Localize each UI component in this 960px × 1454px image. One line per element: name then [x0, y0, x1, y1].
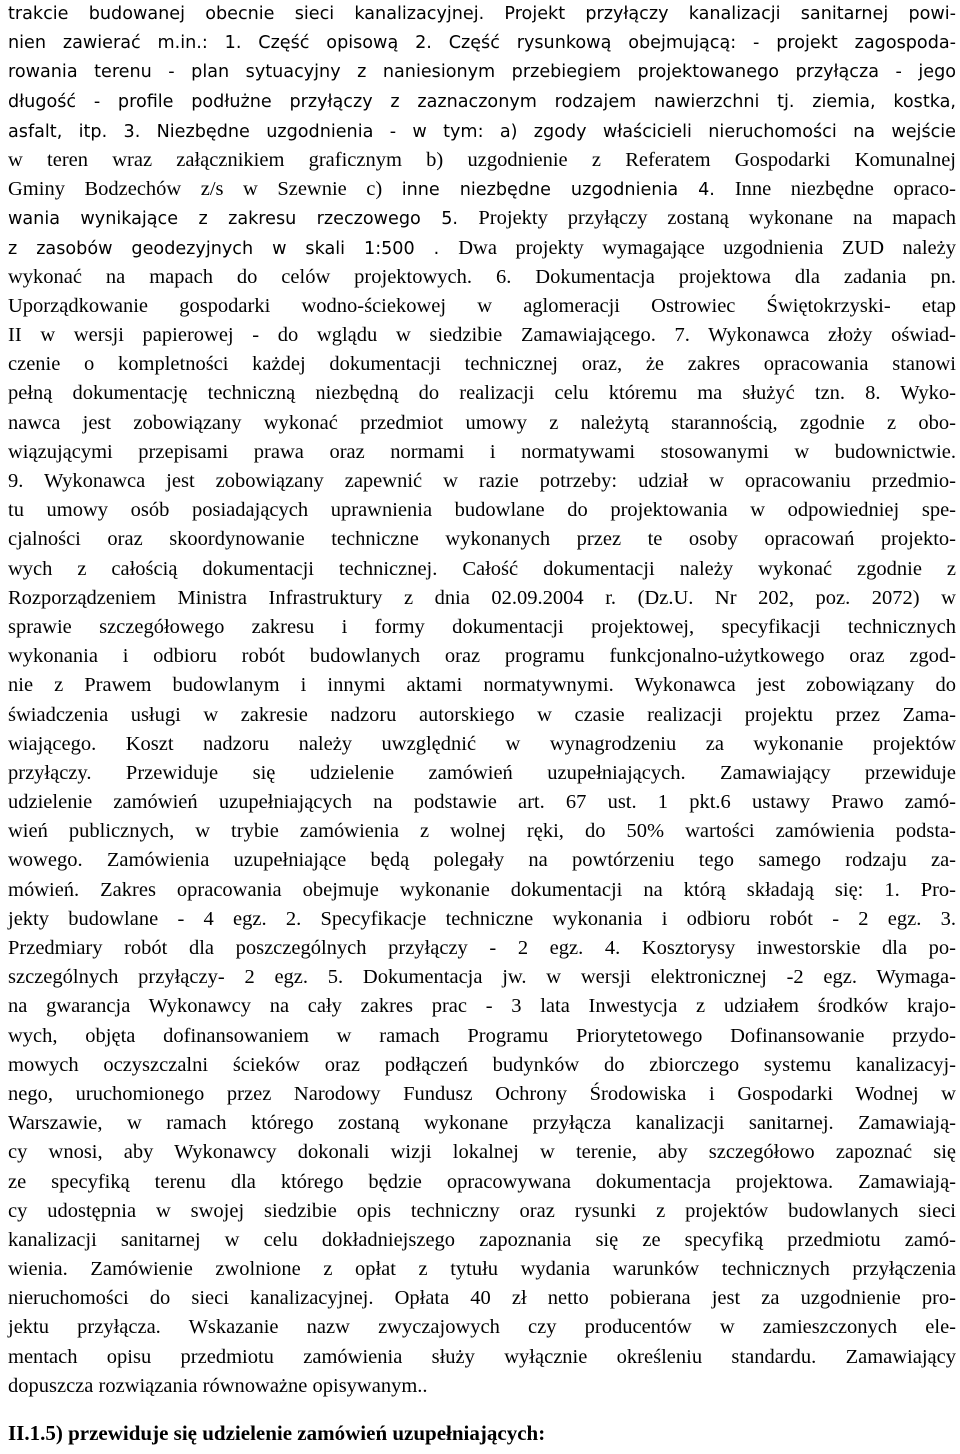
body-text-line: 9. Wykonawca jest zobowiązany zapewnić w razie potrzeby: udział w opracowaniu przedmio- [8, 470, 956, 492]
body-text-line: nego, uruchomionego przez Narodowy Fundusz Ochrony Środowiska i Gospodarki Wodnej w [8, 1082, 956, 1105]
body-text-line: mowych oczyszczalni ścieków oraz podłączeń budynków do zbiorczego systemu kanalizacyj- [8, 1053, 956, 1076]
body-text-line [8, 234, 956, 263]
body-text-line: sprawie szczegółowego zakresu i formy dokumentacji projektowej, specyfikacji technicznych [8, 615, 956, 638]
body-text-line: tu umowy osób posiadających uprawnienia budowlane do projektowania w odpowiedniej spe- [8, 499, 956, 522]
body-text-line: szczególnych przyłączy- 2 egz. 5. Dokumentacja jw. w wersji elektronicznej -2 egz. Wymaga- [8, 966, 956, 989]
body-text-line: jekty budowlane - 4 egz. 2. Specyfikacje techniczne wykonania i odbioru robót - 2 egz. 3. [8, 907, 956, 930]
body-text-line: wień publicznych, w trybie zamówienia z wolnej ręki, do 50% wartości zamówienia podsta- [8, 820, 956, 843]
body-text-line: na gwarancja Wykonawcy na cały zakres prac - 3 lata Inwestycja z udziałem środków krajo- [8, 995, 956, 1018]
body-text-line: mówień. Zakres opracowania obejmuje wykonanie dokumentacji na którą składają się: 1. Pro- [8, 878, 956, 901]
body-text-line: Przedmiary robót dla poszczególnych przyłączy - 2 egz. 4. Kosztorysy inwestorskie dla po- [8, 937, 956, 959]
text-run: Gminy Bodzechów z/s w Szewnie c) [8, 178, 402, 201]
body-text-line: ze specyfiką terenu dla którego będzie opracowywana dokumentacja projektowa. Zamawiają- [8, 1170, 956, 1193]
body-text-line: świadczenia usługi w zakresie nadzoru autorskiego w czasie realizacji projektu przez Zama- [8, 703, 956, 726]
body-text-line: rowania terenu - plan sytuacyjny z naniesionym przebiegiem projektowanego przyłącza - jego [8, 62, 956, 83]
body-text-line: wowego. Zamówienia uzupełniające będą polegały na powtórzeniu tego samego rodzaju za- [8, 849, 956, 872]
body-text-line: kanalizacji sanitarnej w celu dokładniejszego zapoznania się ze specyfiką przedmiotu zamó- [8, 1228, 956, 1251]
document-page [8, 0, 956, 1401]
body-text-line: jektu przyłącza. Wskazanie nazw zwyczajowych czy producentów w zamieszczonych ele- [8, 1316, 956, 1339]
body-text-line: pełną dokumentację techniczną niezbędną do realizacji celu któremu ma służyć tzn. 8. Wyko- [8, 382, 956, 405]
text-run: Projekty przyłączy zostaną wykonane na mapach [478, 207, 956, 230]
body-text-line: przyłączy. Przewiduje się udzielenie zamówień uzupełniających. Zamawiający przewiduje [8, 761, 956, 784]
body-text-line: wych z całością dokumentacji technicznej. Całość dokumentacji należy wykonać zgodnie z [8, 557, 956, 580]
body-text-line: nawca jest zobowiązany wykonać przedmiot umowy z należytą starannością, zgodnie z obo- [8, 411, 956, 434]
text-run: asfalt, itp. 3. Niezbędne uzgodnienia - w tym: a) zgody właścicieli nieruchomości na wejście [8, 121, 956, 142]
text-run: z zasobów geodezyjnych w skali 1:500 . [8, 238, 459, 259]
body-text-line: mentach opisu przedmiotu zamówienia służy wyłącznie określeniu standardu. Zamawiający [8, 1345, 956, 1368]
body-text-line: cy udostępnia w swojej siedzibie opis techniczny oraz rysunki z projektów budowlanych sieci [8, 1199, 956, 1222]
text-run: Dwa projekty wymagające uzgodnienia ZUD należy [458, 236, 957, 259]
body-text-line: Uporządkowanie gospodarki wodno-ściekowej w aglomeracji Ostrowiec Świętokrzyski- etap [8, 294, 956, 317]
body-text-line: czenie o kompletności każdej dokumentacji technicznej oraz, że zakres opracowania stanowi [8, 353, 956, 376]
body-text-line: cy wnosi, aby Wykonawcy dokonali wizji lokalnej w terenie, aby szczegółowo zapoznać się [8, 1141, 956, 1164]
section-heading: II.1.5) przewiduje się udzielenie zamówień uzupełniających: [8, 1421, 546, 1445]
body-text-line: trakcie budowanej obecnie sieci kanalizacyjnej. Projekt przyłączy kanalizacji sanitarnej powi- [8, 4, 956, 24]
body-text-line: długość - profile podłużne przyłączy z zaznaczonym rodzajem nawierzchni tj. ziemia, kostka, [8, 91, 956, 112]
body-text-line [8, 175, 956, 204]
body-text-line: wych, objęta dofinansowaniem w ramach Programu Priorytetowego Dofinansowanie przydo- [8, 1024, 956, 1047]
body-text-line: dopuszcza rozwiązania równoważne opisywanym.. [8, 1374, 428, 1397]
body-text-line: Warszawie, w ramach którego zostaną wykonane przyłącza kanalizacji sanitarnej. Zamawiają- [8, 1112, 956, 1135]
body-text-line: Rozporządzeniem Ministra Infrastruktury z dnia 02.09.2004 r. (Dz.U. Nr 202, poz. 2072) w [8, 586, 956, 609]
body-text-line: cjalności oraz skoordynowanie techniczne wykonanych przez te osoby opracowań projekto- [8, 528, 956, 551]
body-text-line [8, 204, 956, 233]
body-text-line: nie z Prawem budowlanym i innymi aktami normatywnymi. Wykonawca jest zobowiązany do [8, 674, 956, 697]
body-text-line: wykonać na mapach do celów projektowych. 6. Dokumentacja projektowa dla zadania pn. [8, 265, 956, 288]
body-text-line: wykonania i odbioru robót budowlanych oraz programu funkcjonalno-użytkowego oraz zgod- [8, 645, 956, 668]
body-text-line: nieruchomości do sieci kanalizacyjnej. Opłata 40 zł netto pobierana jest za uzgodnienie pro- [8, 1287, 956, 1310]
body-text-line: II w wersji papierowej - do wglądu w siedzibie Zamawiającego. 7. Wykonawca złoży oświad- [8, 324, 956, 347]
text-run: Inne niezbędne opraco- [734, 178, 956, 201]
body-text-line: udzielenie zamówień uzupełniających na podstawie art. 67 ust. 1 pkt.6 ustawy Prawo zamó- [8, 791, 956, 814]
body-text-line: w teren wraz załącznikiem graficznym b) uzgodnienie z Referatem Gospodarki Komunalnej [8, 148, 956, 171]
body-text-line: wienia. Zamówienie zwolnione z opłat z tytułu wydania warunków technicznych przyłączenia [8, 1258, 956, 1281]
text-run: wania wynikające z zakresu rzeczowego 5. [8, 209, 479, 230]
text-run: inne niezbędne uzgodnienia 4. [401, 180, 735, 201]
body-text-line: wiązującymi przepisami prawa oraz normami i normatywami stosowanymi w budownictwie. [8, 440, 956, 463]
body-text-line: nien zawierać m.in.: 1. Część opisową 2. Część rysunkową obejmującą: - projekt zagospoda- [8, 33, 956, 54]
body-text-line: wiającego. Koszt nadzoru należy uwzględnić w wynagrodzeniu za wykonanie projektów [8, 732, 956, 755]
body-text-line [8, 117, 956, 146]
